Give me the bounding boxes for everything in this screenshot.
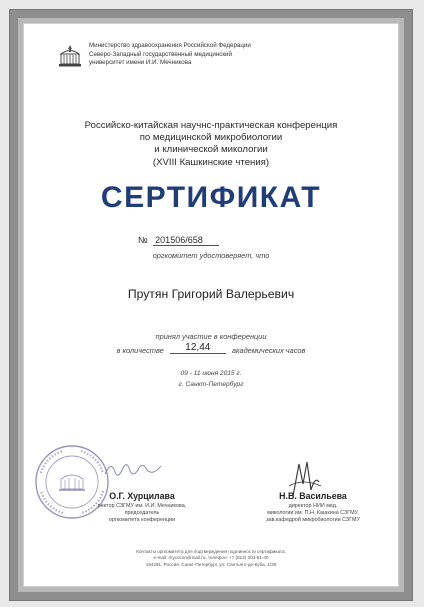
certificate-number-line bbox=[138, 235, 219, 246]
participation-text: принял участие в конференции bbox=[155, 332, 267, 341]
event-dates-block bbox=[23, 368, 399, 390]
signatory-right bbox=[245, 491, 381, 524]
university-logo-icon bbox=[57, 43, 83, 69]
contacts-line: 194291, Россия, Санкт-Петербург, ул. Сантьяго-де-Куба, 1/28 bbox=[145, 561, 277, 567]
hours-suffix: академических часов bbox=[231, 346, 306, 355]
hours-line bbox=[23, 342, 399, 357]
conference-title bbox=[23, 120, 399, 169]
title-line: зав.кафедрой микробиологии СЗГМУ bbox=[266, 517, 360, 523]
contacts-line: Контакты оргкомитета для подтверждения подлинности сертификата: bbox=[136, 549, 286, 554]
certificate-title: СЕРТИФИКАТ bbox=[100, 181, 322, 214]
hours-value: 12,44 bbox=[170, 342, 226, 354]
conference-line: (XVIII Кашкинские чтения) bbox=[152, 156, 270, 168]
event-city: г. Санкт-Петербург bbox=[178, 381, 244, 388]
event-dates: 09 - 11 июня 2015 г. bbox=[180, 370, 242, 377]
signatory-left bbox=[77, 491, 207, 524]
participant-name: Прутян Григорий Валерьевич bbox=[127, 287, 295, 301]
signatory-right-title bbox=[245, 503, 381, 524]
conference-line: Российско-китайская научнс-практическая конференция bbox=[84, 120, 338, 131]
title-line: директор НИИ мед. bbox=[288, 503, 338, 509]
number-sign: № bbox=[138, 235, 148, 245]
title-line: председатель bbox=[124, 510, 160, 516]
title-line: оргкомитета конференции bbox=[108, 517, 176, 523]
title-line: ректор СЗГМУ им. И.И. Мечникова, bbox=[97, 503, 187, 509]
signatory-left-name: О.Г. Хурцилава bbox=[109, 491, 175, 501]
title-line: микологии им. П.Н. Кашкина СЗГМУ, bbox=[267, 510, 359, 516]
certificate-paper bbox=[23, 23, 399, 587]
conference-line: по медицинской микробиологии bbox=[139, 132, 283, 144]
signatory-left-title bbox=[77, 503, 207, 524]
signature-left-icon bbox=[103, 456, 163, 482]
university-name-line: университет имени И.И. Мечникова bbox=[89, 59, 192, 67]
university-line: Северо-Западный государственный медицинский bbox=[89, 50, 232, 58]
ministry-header bbox=[89, 42, 349, 68]
contacts-footer bbox=[23, 549, 399, 568]
contacts-line: e-mail: mycocon@mail.ru, телефон: +7 (812) 303-51-40 bbox=[153, 555, 269, 561]
amount-prefix: в количестве bbox=[116, 346, 164, 355]
ministry-line: Министерство здравоохранения Российской Федерации bbox=[89, 42, 251, 49]
signatory-right-name: Н.В. Васильева bbox=[279, 491, 347, 501]
certificate-number: 201506/658 bbox=[153, 235, 219, 246]
conference-line: и клинической микологии bbox=[154, 144, 268, 156]
org-certifies-text: оргкомитет удостоверяет, что bbox=[152, 251, 270, 260]
